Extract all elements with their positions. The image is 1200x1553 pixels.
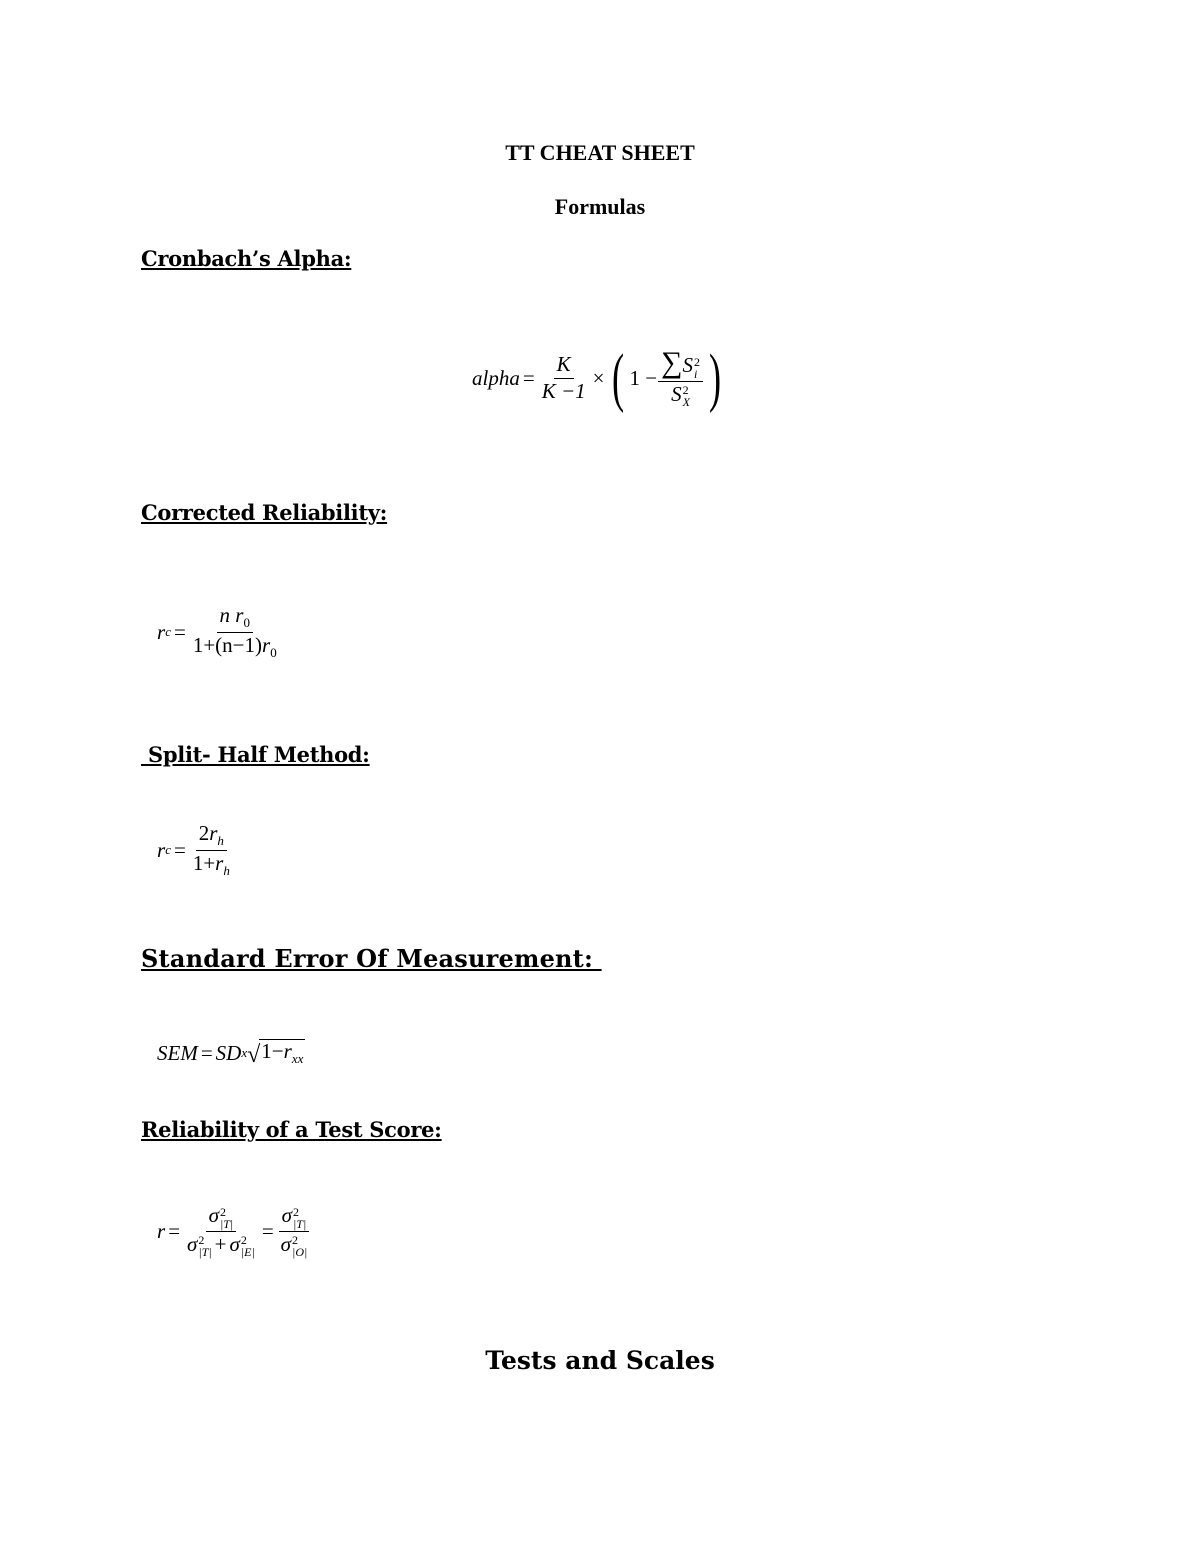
formula-subscript: |T| <box>198 1244 212 1259</box>
formula-term: r <box>157 619 166 644</box>
formula-subscript: c <box>165 842 171 857</box>
heading-corrected-reliability: Corrected Reliability: <box>141 500 388 525</box>
formula-term: S <box>682 353 693 378</box>
formula-term: alpha <box>472 365 520 390</box>
formula-fraction <box>278 1204 311 1257</box>
formula-term: σ <box>280 1231 292 1256</box>
heading-cronbach-alpha: Cronbach’s Alpha: <box>141 246 352 271</box>
formula-sum-symbol: ∑ <box>661 346 683 380</box>
formula-term: r <box>215 850 224 875</box>
formula-sem <box>157 1036 305 1070</box>
formula-term: SD <box>215 1040 242 1065</box>
formula-subscript: 0 <box>270 644 277 660</box>
formula-subscript: |T| <box>293 1216 307 1231</box>
formula-subscript: i <box>693 366 698 381</box>
formula-term: 1− <box>261 1039 284 1064</box>
document-title: TT CHEAT SHEET <box>505 140 695 165</box>
formula-superscript: 2 <box>693 354 700 369</box>
formula-term: S <box>671 381 682 406</box>
formula-paren-open: ( <box>612 341 625 414</box>
formula-superscript: 2 <box>240 1232 247 1247</box>
formula-term: r <box>209 821 218 846</box>
formula-operator: × <box>592 365 605 390</box>
document-subtitle: Formulas <box>554 194 646 219</box>
formula-subscript: h <box>223 862 230 878</box>
formula-term: r <box>157 1218 166 1243</box>
formula-cronbach-alpha <box>472 336 726 420</box>
formula-superscript: 2 <box>293 1204 299 1219</box>
formula-subscript: c <box>165 624 171 639</box>
formula-fraction <box>184 1204 258 1257</box>
formula-term: σ <box>187 1231 198 1256</box>
formula-operator: + <box>214 1231 227 1256</box>
formula-term: r <box>262 632 271 657</box>
formula-term: σ <box>208 1203 219 1228</box>
formula-term: 1 − <box>629 365 658 390</box>
formula-subscript: h <box>217 833 224 849</box>
formula-subscript: |E| <box>240 1244 255 1259</box>
formula-split-half <box>157 820 234 880</box>
formula-superscript: 2 <box>682 382 689 397</box>
heading-reliability-of-test-score: Reliability of a Test Score: <box>141 1117 442 1142</box>
formula-superscript: 2 <box>219 1204 226 1219</box>
formula-term: n <box>219 603 231 628</box>
formula-operator: = <box>261 1218 274 1243</box>
formula-term: r <box>157 837 166 862</box>
formula-subscript: |T| <box>219 1216 234 1231</box>
formula-subscript: 0 <box>243 615 250 631</box>
formula-subscript: |O| <box>292 1244 308 1259</box>
formula-operator: = <box>168 1218 181 1243</box>
formula-operator: = <box>200 1040 213 1065</box>
heading-split-half-method: Split- Half Method: <box>141 742 370 767</box>
formula-term: σ <box>229 1231 240 1256</box>
formula-term: SEM <box>157 1040 198 1065</box>
formula-fraction <box>190 604 280 660</box>
formula-superscript: 2 <box>292 1232 299 1247</box>
formula-subscript: xx <box>291 1051 304 1067</box>
formula-paren-close: ) <box>708 341 721 414</box>
formula-operator: = <box>173 619 186 644</box>
heading-standard-error-of-measurement: Standard Error Of Measurement: <box>141 944 602 973</box>
formula-term: 1+ <box>192 850 216 875</box>
formula-superscript: 2 <box>198 1232 205 1247</box>
formula-sqrt <box>247 1039 305 1066</box>
formula-term: K <box>556 352 571 377</box>
formula-corrected-reliability <box>157 600 281 664</box>
formula-term: σ <box>281 1203 292 1228</box>
formula-term: 2 <box>198 821 210 846</box>
section-title-tests-and-scales: Tests and Scales <box>485 1346 715 1375</box>
formula-fraction <box>539 353 589 402</box>
formula-subscript: x <box>241 1045 248 1060</box>
formula-fraction <box>658 348 703 407</box>
sqrt-icon: √ <box>247 1041 261 1068</box>
formula-term: 1+(n−1) <box>192 632 262 657</box>
formula-reliability-test-score <box>157 1196 311 1266</box>
formula-fraction <box>190 822 233 878</box>
formula-subscript: X <box>682 394 690 409</box>
formula-operator: = <box>173 837 186 862</box>
formula-operator: = <box>522 365 535 390</box>
formula-term: r <box>283 1039 292 1064</box>
formula-term: K −1 <box>541 378 586 403</box>
formula-term: r <box>235 603 244 628</box>
